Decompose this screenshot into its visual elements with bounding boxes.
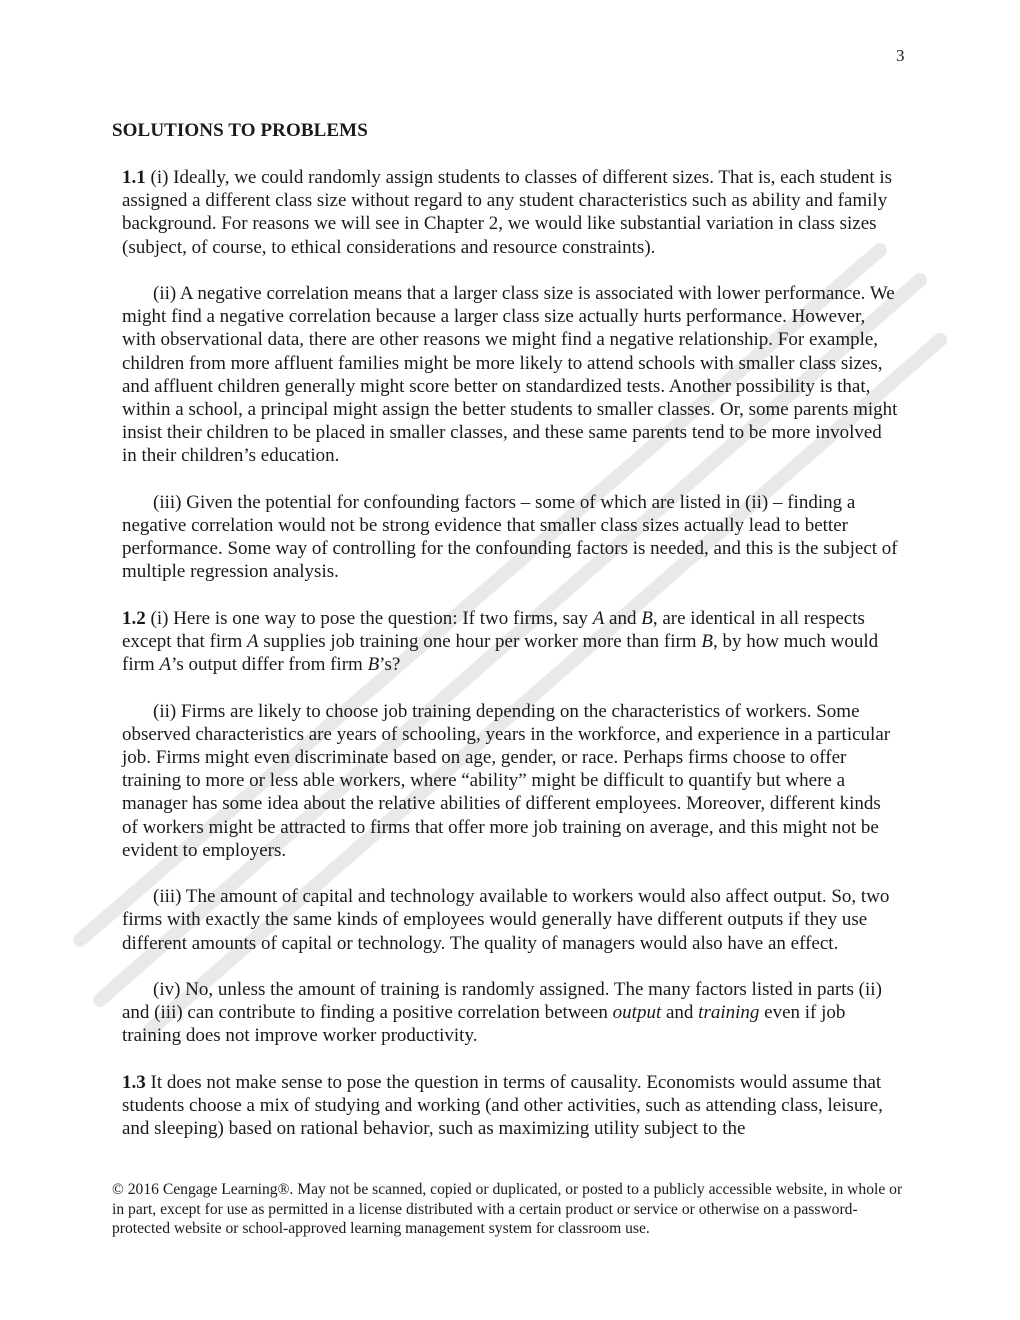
problem-number: 1.2 <box>122 607 146 629</box>
variable-A: A <box>159 654 172 676</box>
paragraph-text: , are identical in all respects except that firm <box>122 607 865 653</box>
variable-A: A <box>247 631 259 653</box>
paragraph-text: and <box>661 1002 699 1024</box>
paragraph-text: (i) Here is one way to pose the question: If two firms, say <box>145 607 593 629</box>
paragraph-text: ’s output differ from firm <box>171 654 368 676</box>
problem-1-2-part-i <box>122 607 900 677</box>
problem-1-2-part-iii: (iii) The amount of capital and technology available to workers would also affect output. So, two firms with exactly the same kinds of employees would generally have different outputs if they use different amounts of capital or technology. The quality of managers would also have an effect. <box>122 886 890 954</box>
section-heading: SOLUTIONS TO PROBLEMS <box>112 120 368 141</box>
problem-1-1-part-iii: (iii) Given the potential for confounding factors – some of which are listed in (ii) – finding a negative correlation would not be strong evidence that smaller class sizes actually lead to better performance. Some way of controlling for the confounding factors is needed, and this is the subject of multiple regression analysis. <box>122 491 898 583</box>
variable-A: A <box>592 607 605 629</box>
variable-B: B <box>641 607 653 629</box>
variable-B: B <box>701 631 713 653</box>
copyright-footer: © 2016 Cengage Learning®. May not be scanned, copied or duplicated, or posted to a publicly accessible website, in whole or in part, except for use as permitted in a license distributed with a certain product or service or otherwise on a password-protected website or school-approved learning management system for classroom use. <box>112 1181 903 1238</box>
problem-number: 1.1 <box>122 167 146 188</box>
paragraph-text: supplies job training one hour per worker more than firm <box>258 631 702 653</box>
paragraph-text: and <box>604 607 642 629</box>
page-number: 3 <box>896 46 905 65</box>
problem-1-3 <box>122 1071 900 1141</box>
problem-1-2-part-ii: (ii) Firms are likely to choose job training depending on the characteristics of workers. Some observed characteristics are years of schooling, years in the workforce, and experience in a particular job. Firms might even discriminate based on age, gender, or race. Perhaps firms choose to offer training to more or less able workers, where “ability” might be difficult to quantify but where a manager has some idea about the relative abilities of different employees. Moreover, different kinds of workers might be attracted to firms that offer more job training on average, and this might not be evident to employers. <box>122 700 891 861</box>
paragraph-text: (i) Ideally, we could randomly assign students to classes of different sizes. That is, each student is assigned a different class size without regard to any student characteristics such as ability and family background. For reasons we will see in Chapter 2, we would like substantial variation in class sizes (subject, of course, to ethical considerations and resource constraints). <box>122 167 893 258</box>
variable-B: B <box>367 654 380 676</box>
paragraph-text: (iv) No, unless the amount of training is randomly assigned. The many factors listed in parts (ii) and (iii) can contribute to finding a positive correlation between <box>122 979 882 1024</box>
paragraph-text: It does not make sense to pose the question in terms of causality. Economists would assume that students choose a mix of studying and working (and other activities, such as attending class, leisure, and sleeping) based on rational behavior, such as maximizing utility subject to the <box>122 1071 883 1140</box>
problem-1-2-part-iv <box>122 978 900 1048</box>
paragraph-text: ’s? <box>379 654 401 676</box>
paragraph-text: , by how much would firm <box>122 631 879 676</box>
paragraph-text: even if job training does not improve worker productivity. <box>122 1002 846 1047</box>
problem-1-1-part-ii: (ii) A negative correlation means that a larger class size is associated with lower performance. We might find a negative correlation because a larger class size actually hurts performance. However, with observational data, there are other reasons we might find a negative relationship. For example, children from more affluent families might be more likely to attend schools with smaller class sizes, and affluent children generally might score better on standardized tests. Another possibility is that, within a school, a principal might assign the better students to smaller classes. Or, some parents might insist their children to be placed in smaller classes, and these same parents tend to be more involved in their children’s education. <box>122 283 898 467</box>
term-training: training <box>698 1002 760 1024</box>
document-body <box>122 166 900 1164</box>
term-output: output <box>612 1002 662 1024</box>
problem-1-1-part-i <box>122 166 900 259</box>
problem-number: 1.3 <box>122 1071 146 1093</box>
